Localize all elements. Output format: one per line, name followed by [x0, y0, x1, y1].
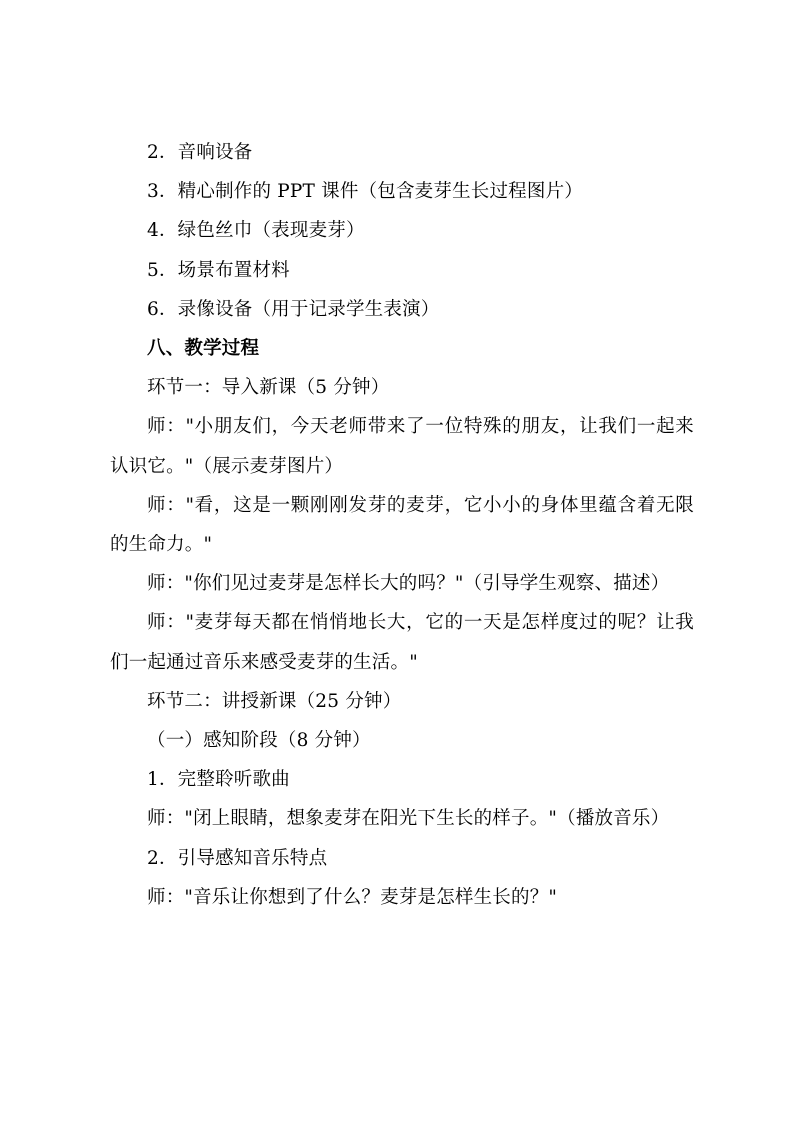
- prep-item-audio-equipment: 2．音响设备: [147, 142, 253, 163]
- teacher-line-2: 师："看，这是一颗刚刚发芽的麦芽，它小小的身体里蕴含着无限的生命力。": [110, 494, 694, 556]
- teacher-line-6: 师："音乐让你想到了什么？麦芽是怎样生长的？": [147, 886, 558, 908]
- list-item-music-features: 2．引导感知音乐特点: [147, 847, 328, 869]
- list-item-listen-song: 1．完整聆听歌曲: [147, 769, 290, 791]
- step-heading-introduction: 环节一：导入新课（5 分钟）: [147, 377, 390, 399]
- prep-item-scene-materials: 5．场景布置材料: [147, 259, 290, 281]
- teacher-line-1: 师："小朋友们，今天老师带来了一位特殊的朋友，让我们一起来认识它。"（展示麦芽图片）: [110, 416, 694, 477]
- prep-item-ppt-courseware: 3．精心制作的 PPT 课件（包含麦芽生长过程图片）: [147, 181, 583, 203]
- prep-item-video-equipment: 6．录像设备（用于记录学生表演）: [147, 298, 440, 320]
- section-heading-teaching-process: 八、教学过程: [147, 338, 260, 360]
- stage-heading-perception: （一）感知阶段（8 分钟）: [147, 730, 371, 752]
- step-heading-new-lesson: 环节二：讲授新课（25 分钟）: [147, 690, 402, 712]
- teacher-line-5: 师："闭上眼睛，想象麦芽在阳光下生长的样子。"（播放音乐）: [147, 808, 670, 830]
- prep-item-green-scarf: 4．绿色丝巾（表现麦芽）: [147, 220, 365, 242]
- teacher-line-3: 师："你们见过麦芽是怎样长大的吗？"（引导学生观察、描述）: [147, 573, 670, 595]
- teacher-line-4: 师："麦芽每天都在悄悄地长大，它的一天是怎样度过的呢？让我们一起通过音乐来感受麦芽的生活。": [110, 612, 694, 673]
- document-body: [110, 133, 694, 917]
